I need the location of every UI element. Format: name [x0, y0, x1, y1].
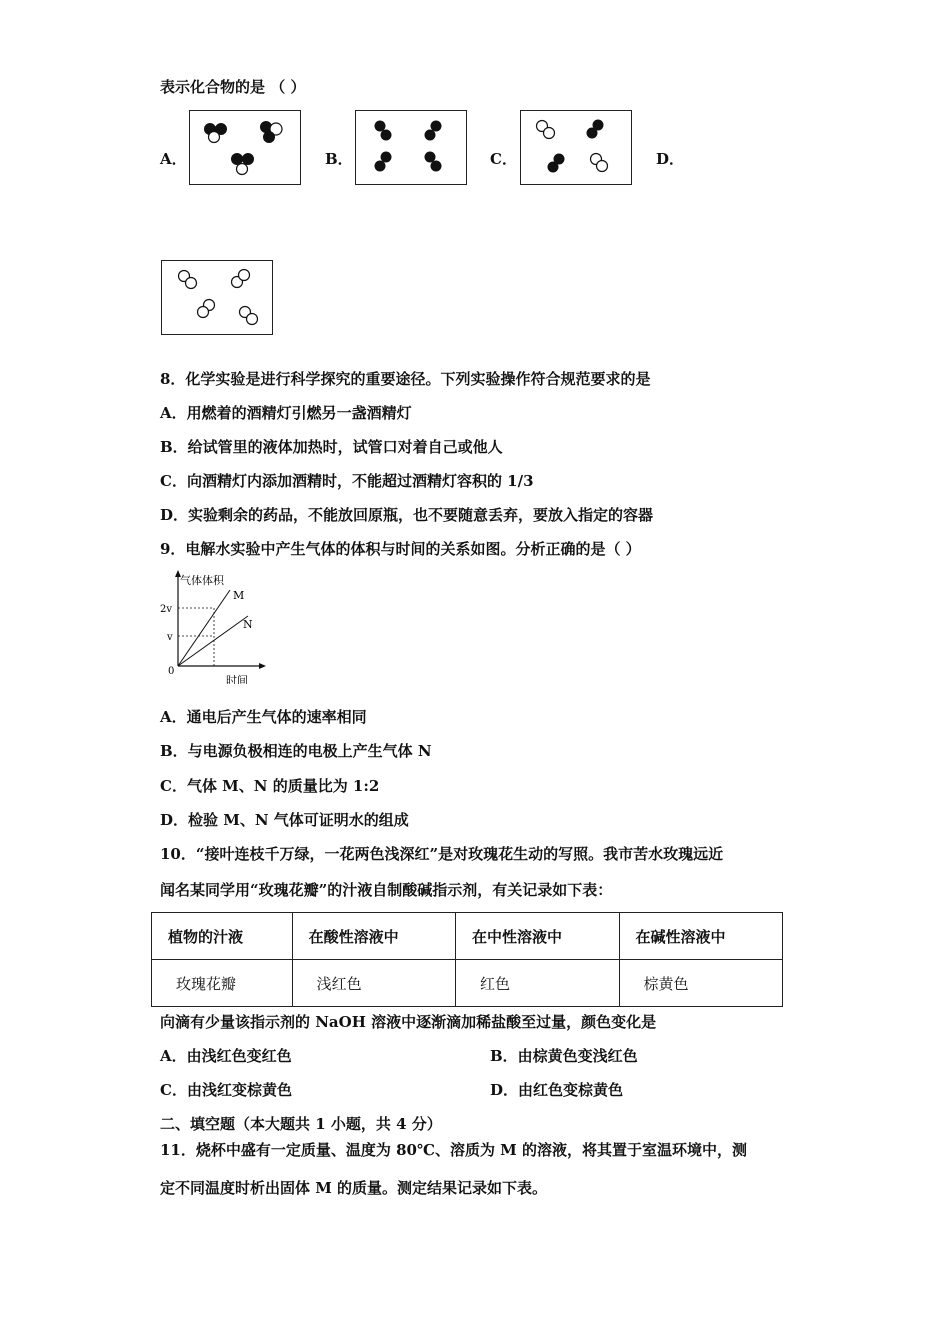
- table-cell: 红色: [456, 960, 619, 1007]
- table-header-row: [152, 913, 783, 960]
- q11-line2: 定不同温度时析出固体 M 的质量。测定结果记录如下表。: [160, 1179, 548, 1197]
- q9-gas-volume-graph: [150, 568, 280, 688]
- q8-stem: 8．化学实验是进行科学探究的重要途径。下列实验操作符合规范要求的是: [160, 370, 651, 388]
- molecule: [231, 153, 254, 175]
- q9-option-d: D．检验 M、N 气体可证明水的组成: [160, 811, 409, 829]
- x-axis-label: 时间: [226, 674, 248, 684]
- molecule: [204, 123, 227, 143]
- q10-question: 向滴有少量该指示剂的 NaOH 溶液中逐渐滴加稀盐酸至过量，颜色变化是: [160, 1013, 657, 1031]
- indicator-table: [151, 912, 783, 1007]
- q9-option-a: A．通电后产生气体的速率相同: [160, 708, 367, 726]
- q7-option-a-label: A．: [160, 150, 187, 168]
- q10-option-a: A．由浅红色变红色: [160, 1047, 292, 1065]
- q8-option-c: C．向酒精灯内添加酒精时，不能超过酒精灯容积的 1/3: [160, 472, 534, 490]
- table-header-cell: 在中性溶液中: [456, 913, 619, 960]
- series-m-line: [178, 590, 230, 666]
- origin-label: 0: [168, 666, 175, 677]
- q7-option-b-diagram: [355, 110, 467, 185]
- ytick-2v: 2v: [160, 604, 173, 615]
- q7-stem: 表示化合物的是 （ ）: [160, 78, 306, 96]
- q11-line1: 11．烧杯中盛有一定质量、温度为 80℃、溶质为 M 的溶液，将其置于室温环境中，测: [160, 1141, 747, 1159]
- q8-option-b: B．给试管里的液体加热时，试管口对着自己或他人: [160, 438, 503, 456]
- q9-option-c: C．气体 M、N 的质量比为 1:2: [160, 777, 380, 795]
- table-row: [152, 960, 783, 1007]
- ytick-v: v: [167, 632, 173, 643]
- q10-stem-line1: 10．“接叶连枝千万绿，一花两色浅深红”是对玫瑰花生动的写照。我市苦水玫瑰远近: [160, 845, 724, 863]
- table-header-cell: 在酸性溶液中: [292, 913, 455, 960]
- q8-option-d: D．实验剩余的药品，不能放回原瓶，也不要随意丢弃，要放入指定的容器: [160, 506, 654, 524]
- section-heading: 二、填空题（本大题共 1 小题，共 4 分）: [160, 1115, 442, 1133]
- q10-option-b: B．由棕黄色变浅红色: [490, 1047, 638, 1065]
- table-header-cell: 在碱性溶液中: [619, 913, 783, 960]
- q9-option-b: B．与电源负极相连的电极上产生气体 N: [160, 742, 432, 760]
- q7-option-a-diagram: [189, 110, 301, 185]
- q7-option-b-label: B．: [325, 150, 353, 168]
- q10-option-c: C．由浅红变棕黄色: [160, 1081, 292, 1099]
- series-n-line: [178, 616, 248, 666]
- table-cell: 棕黄色: [619, 960, 783, 1007]
- q10-option-d: D．由红色变棕黄色: [490, 1081, 624, 1099]
- q7-option-c-label: C．: [490, 150, 517, 168]
- table-cell: 浅红色: [292, 960, 455, 1007]
- q7-option-d-label: D．: [656, 150, 685, 168]
- series-n-label: N: [243, 618, 253, 631]
- q10-stem-line2: 闻名某同学用“玫瑰花瓣”的汁液自制酸碱指示剂，有关记录如下表：: [160, 881, 613, 899]
- table-cell: 玫瑰花瓣: [152, 960, 293, 1007]
- series-m-label: M: [233, 589, 245, 602]
- q8-option-a: A．用燃着的酒精灯引燃另一盏酒精灯: [160, 404, 412, 422]
- q9-stem: 9．电解水实验中产生气体的体积与时间的关系如图。分析正确的是（ ）: [160, 540, 641, 558]
- y-axis-label: 气体体积: [180, 574, 224, 587]
- molecule: [260, 121, 282, 143]
- table-header-cell: 植物的汁液: [152, 913, 293, 960]
- q7-option-d-diagram: [161, 260, 273, 335]
- q7-option-c-diagram: [520, 110, 632, 185]
